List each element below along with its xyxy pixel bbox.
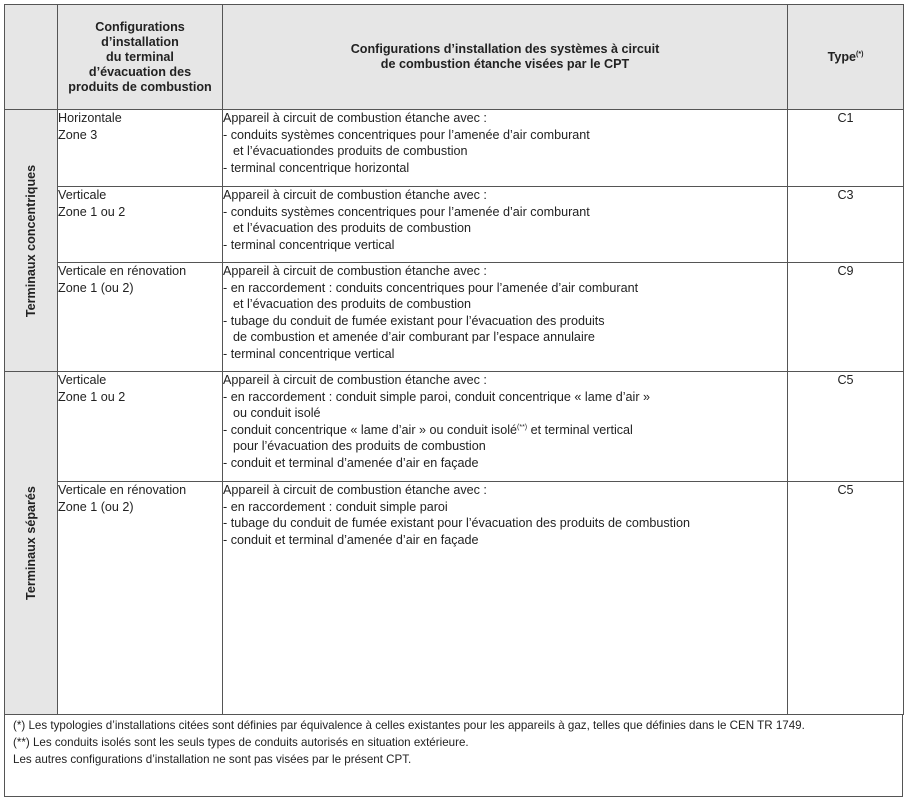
type-cell: C3	[788, 187, 904, 263]
table-row	[5, 110, 904, 187]
footnote: (**) Les conduits isolés sont les seuls types de conduits autorisés en situation extérieure.	[13, 736, 469, 749]
config-cell: Verticale Zone 1 ou 2	[58, 187, 223, 263]
config-cell: Verticale en rénovation Zone 1 (ou 2)	[58, 263, 223, 372]
table-row	[5, 187, 904, 263]
configurations-table	[4, 4, 904, 715]
header-type: Type(*)	[788, 5, 904, 110]
header-systems: Configurations d’installation des systèmes à circuit de combustion étanche visées par le CPT	[223, 5, 788, 110]
config-cell: Verticale en rénovation Zone 1 (ou 2)	[58, 482, 223, 715]
type-cell: C5	[788, 482, 904, 715]
group-cell-separes	[5, 372, 58, 715]
type-cell: C5	[788, 372, 904, 482]
description-cell: Appareil à circuit de combustion étanche avec : - conduits systèmes concentriques pour l’amenée d’air comburant et l’évacuation des produits de combustion - terminal concentrique vertical	[223, 187, 788, 263]
config-cell: Verticale Zone 1 ou 2	[58, 372, 223, 482]
header-config: Configurations d’installation du terminal d’évacuation des produits de combustion	[58, 5, 223, 110]
type-cell: C9	[788, 263, 904, 372]
header-group-cell	[5, 5, 58, 110]
footnotes	[4, 715, 903, 797]
footnote: Les autres configurations d’installation ne sont pas visées par le présent CPT.	[13, 753, 412, 766]
config-cell: Horizontale Zone 3	[58, 110, 223, 187]
description-cell: Appareil à circuit de combustion étanche avec : - en raccordement : conduit simple paroi - tubage du conduit de fumée existant pour l’évacuation des produits de combustion - conduit et terminal d’amenée d’air en façade	[223, 482, 788, 715]
description-cell: Appareil à circuit de combustion étanche avec : - conduits systèmes concentriques pour l’amenée d’air comburant et l’évacuationdes produits de combustion - terminal concentrique horizontal	[223, 110, 788, 187]
group-cell-concentriques	[5, 110, 58, 372]
footnote: (*) Les typologies d’installations citées sont définies par équivalence à celles existantes pour les appareils à gaz, telles que définies dans le CEN TR 1749.	[13, 719, 805, 732]
header-row	[5, 5, 904, 110]
description-cell: Appareil à circuit de combustion étanche avec : - en raccordement : conduit simple paroi, conduit concentrique « lame d’air » ou conduit isolé - conduit concentrique « lame d’air » ou conduit isolé(**) et terminal vertical pour l’évacuation des produits de combustion - conduit et terminal d’amenée d’air en façade	[223, 372, 788, 482]
description-cell: Appareil à circuit de combustion étanche avec : - en raccordement : conduits concentriques pour l’amenée d’air comburant et l’évacuation des produits de combustion - tubage du conduit de fumée existant pour l’évacuation des produits de combustion et amenée d’air comburant par l’espace annulaire - terminal concentrique vertical	[223, 263, 788, 372]
table-row	[5, 482, 904, 715]
table-row	[5, 263, 904, 372]
group-label: Terminaux séparés	[24, 486, 38, 600]
group-label: Terminaux concentriques	[24, 164, 38, 317]
table-row	[5, 372, 904, 482]
type-cell: C1	[788, 110, 904, 187]
